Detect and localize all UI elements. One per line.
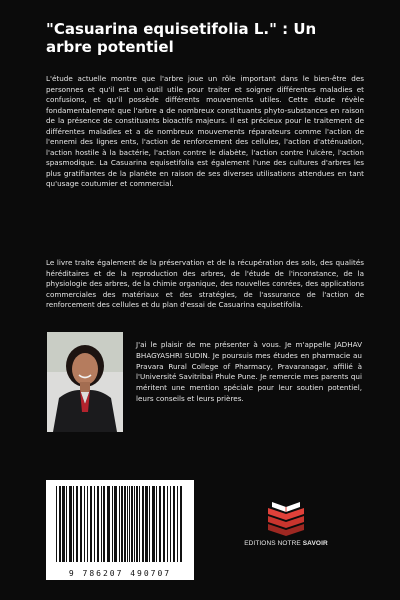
barcode-bar <box>80 486 82 562</box>
barcode-bar <box>59 486 61 562</box>
publisher-logo <box>242 500 330 560</box>
barcode-bar <box>121 486 123 562</box>
barcode-bar <box>90 486 92 562</box>
barcode-digits: 9 786207 490707 <box>68 569 172 578</box>
barcode-bar <box>173 486 175 562</box>
barcode-bar <box>124 486 126 562</box>
barcode-bars <box>46 480 194 566</box>
barcode-bar <box>87 486 88 562</box>
barcode-bar <box>145 486 148 562</box>
barcode-bar <box>159 486 161 562</box>
barcode-bar <box>134 486 135 562</box>
barcode-bar <box>180 486 182 562</box>
publisher-name-part2: SAVOIR <box>302 540 328 547</box>
barcode-bar <box>149 486 150 562</box>
author-bio: J'ai le plaisir de me présenter à vous. Je m'appelle JADHAV BHAGYASHRI SUDIN. Je poursuis mes études en pharmacie au Pravara Rural College of Pharmacy, Pravaranagar, affilié à l'Université Savitribai Phule Pune. Je remercie mes parents qui méritent une mention spéciale pour leur soutien potentiel, leurs conseils et leurs prières. <box>136 340 362 403</box>
barcode-bar <box>136 486 138 562</box>
barcode-bar <box>112 486 113 562</box>
summary-paragraph-1: L'étude actuelle montre que l'arbre joue un rôle important dans le bien-être des personnes et qu'il est un outil utile pour traiter et soigner différentes maladies et confusions, et qu'il possède différents mouvements utiles. Cette étude révèle fondamentalement que l'arbre a de nombreux constituants phyto-substances en raison de la présence de constituants bioactifs majeurs. Il est précieux pour le traitement de différentes maladies et a de nombreux mouvements réparateurs comme l'action de l'ennemi des lignes ents, l'action de renforcement des cellules, l'action d'atténuation, l'action hostile à la bactérie, l'action contre le diabète, l'action contre l'ulcère, l'action spasmodique. La Casuarina equisetifolia est également l'une des cultures d'arbres les plus gratifiantes de la planète en raison de ses diverses utilisations attendues en tant qu'usage coutumier et commercial. <box>46 74 364 188</box>
barcode-bar <box>119 486 120 562</box>
barcode-bar <box>163 486 165 562</box>
barcode-bar <box>107 486 110 562</box>
book-title: "Casuarina equisetifolia L." : Un arbre potentiel <box>46 20 317 56</box>
barcode-bar <box>103 486 105 562</box>
barcode-bar <box>101 486 102 562</box>
barcode-bar <box>127 486 128 562</box>
barcode-bar <box>152 486 155 562</box>
publisher-name-part1: EDITIONS NOTRE <box>244 540 301 547</box>
barcode-bar <box>97 486 99 562</box>
barcode-bar <box>69 486 72 562</box>
book-stack-icon <box>264 500 308 536</box>
barcode-bar <box>156 486 157 562</box>
barcode-bar <box>94 486 95 562</box>
publisher-name <box>242 540 330 547</box>
barcode-bar <box>114 486 117 562</box>
barcode-bar <box>177 486 178 562</box>
barcode-bar <box>84 486 85 562</box>
author-photo <box>47 332 123 432</box>
barcode-bar <box>129 486 130 562</box>
barcode-bar <box>76 486 78 562</box>
barcode-bar <box>139 486 140 562</box>
barcode-bar <box>131 486 133 562</box>
barcode-bar <box>167 486 168 562</box>
summary-paragraph-2: Le livre traite également de la préservation et de la récupération des sols, des qualités héréditaires et de la reproduction des arbres, de l'étude de l'inconstance, de la physiologie des arbres, de la chimie organique, des nouvelles conrées, des applications commerciales des matériaux et des stratégies, de l'assurance de l'action de renforcement des cellules et du plan d'essai de Casuarina equisetifolia. <box>46 258 364 309</box>
barcode-bar <box>56 486 57 562</box>
barcode-bar <box>73 486 74 562</box>
barcode-bar <box>62 486 65 562</box>
barcode-bar <box>170 486 171 562</box>
barcode-bar <box>142 486 144 562</box>
isbn-barcode <box>46 480 194 580</box>
barcode-bar <box>66 486 67 562</box>
